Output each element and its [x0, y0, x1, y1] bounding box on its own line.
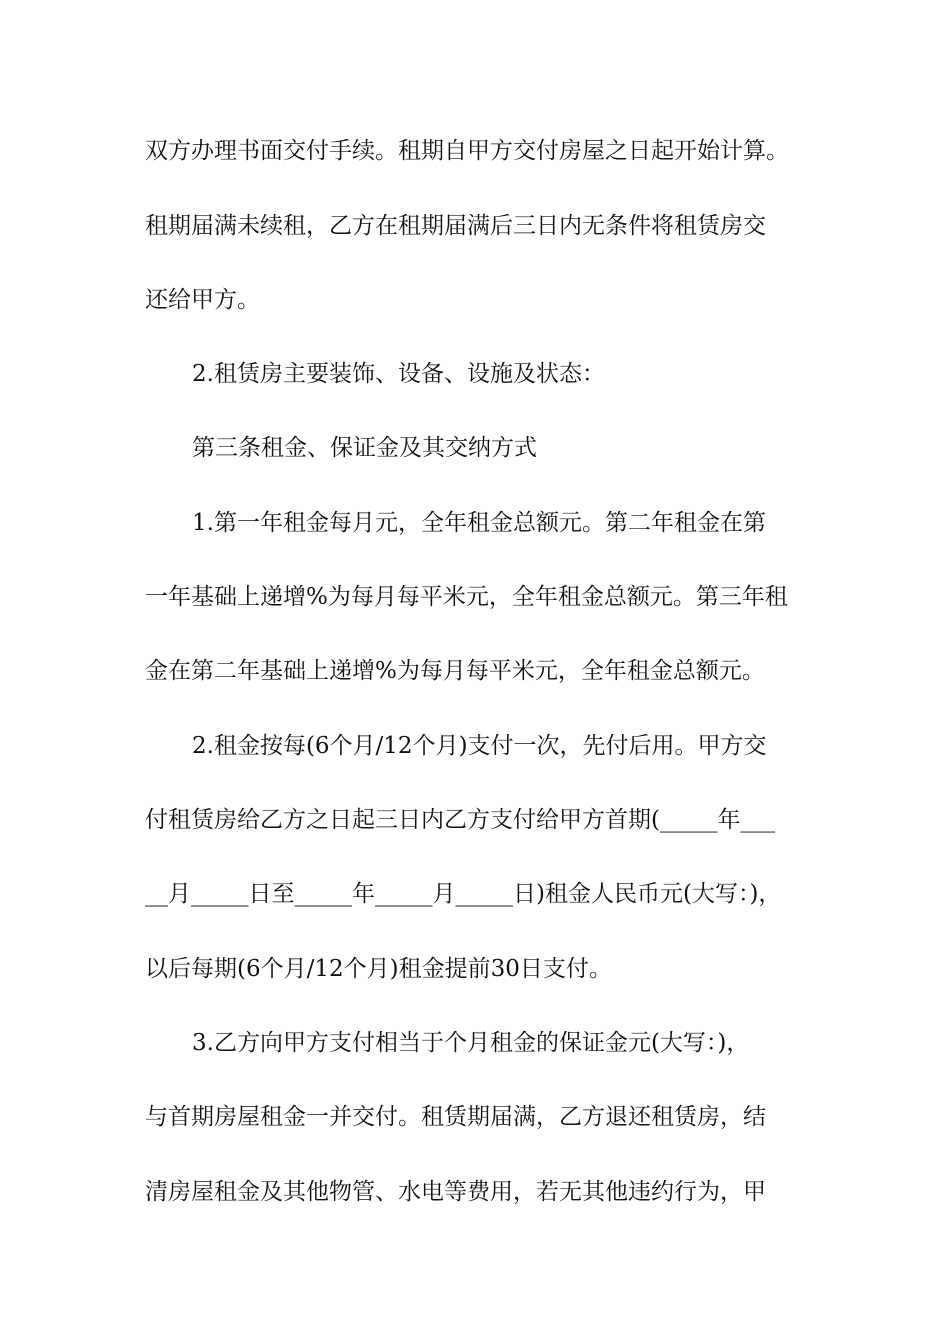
section-heading: 第三条租金、保证金及其交纳方式 — [192, 435, 537, 461]
text-line-9: 2.租金按每(6个月/12个月)支付一次，先付后用。甲方交 — [192, 733, 767, 759]
text-line-4: 2.租赁房主要装饰、设备、设施及状态： — [192, 361, 605, 387]
text-line-6: 1.第一年租金每月元，全年租金总额元。第二年租金在第 — [192, 510, 766, 536]
text-line-13: 3.乙方向甲方支付相当于个月租金的保证金元(大写：)， — [192, 1030, 750, 1056]
text-line-8: 金在第二年基础上递增%为每月每平米元，全年租金总额元。 — [145, 658, 765, 684]
text-line-2: 租期届满未续租，乙方在租期届满后三日内无条件将租赁房交 — [145, 213, 766, 239]
text-line-3: 还给甲方。 — [145, 287, 260, 313]
text-line-15: 清房屋租金及其他物管、水电等费用，若无其他违约行为，甲 — [145, 1179, 766, 1205]
text-line-12: 以后每期(6个月/12个月)租金提前30日支付。 — [145, 956, 612, 982]
text-line-7: 一年基础上递增%为每月每平米元，全年租金总额元。第三年租 — [145, 584, 788, 610]
text-line-14: 与首期房屋租金一并交付。租赁期届满，乙方退还租赁房，结 — [145, 1104, 766, 1130]
text-line-10: 付租赁房给乙方之日起三日内乙方支付给甲方首期(_____年___ — [145, 807, 775, 833]
text-line-1: 双方办理书面交付手续。租期自甲方交付房屋之日起开始计算。 — [145, 138, 789, 164]
text-line-11: __月_____日至_____年_____月_____日)租金人民币元(大写：)， — [145, 881, 782, 907]
